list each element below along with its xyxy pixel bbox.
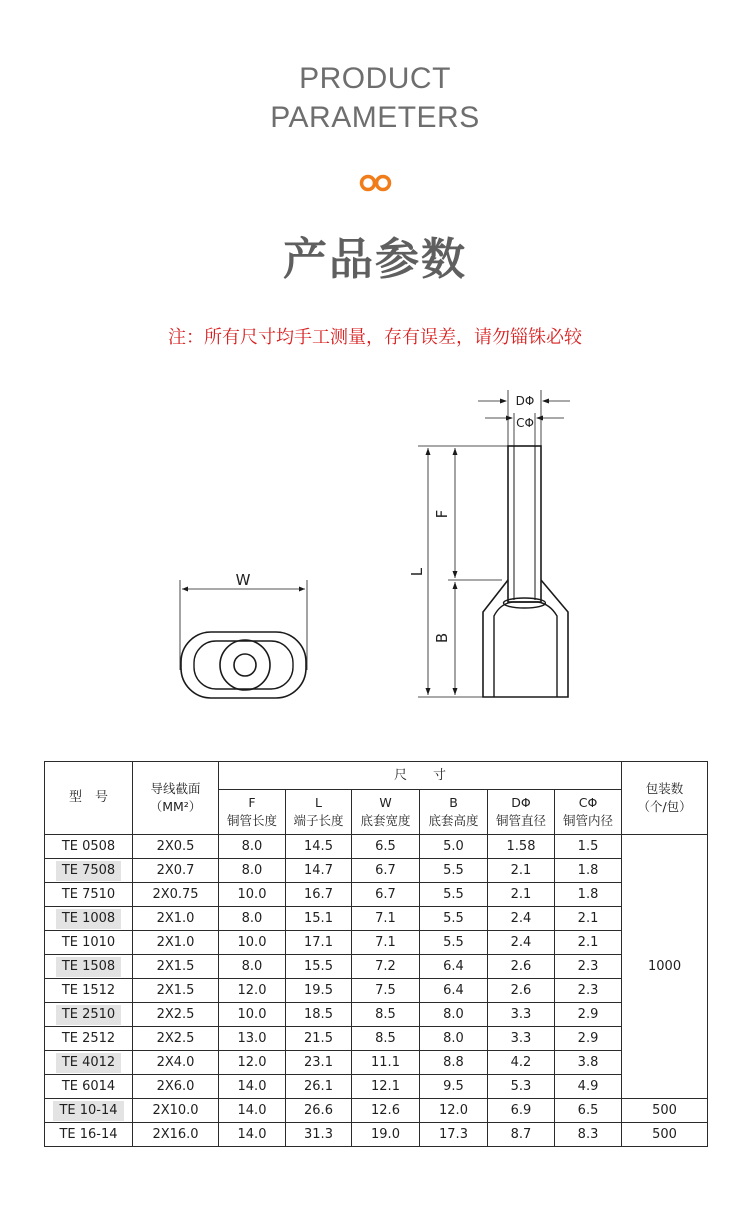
cell-c: 1.8: [555, 859, 622, 883]
subheader-name: 端子长度: [293, 813, 344, 828]
pack-count: 500: [622, 1123, 708, 1147]
model-cell: [45, 907, 133, 931]
model-cell: [45, 1051, 133, 1075]
cell-l: 15.1: [286, 907, 352, 931]
table-row: [45, 1123, 708, 1147]
cell-b: 5.5: [420, 907, 488, 931]
cell-b: 8.0: [420, 1003, 488, 1027]
label-l: L: [408, 567, 426, 577]
cell-w: 12.1: [352, 1075, 420, 1099]
side-view: [418, 390, 570, 697]
cell-c: 8.3: [555, 1123, 622, 1147]
cell-f: 12.0: [219, 1051, 286, 1075]
cell-wire: 2X1.0: [133, 931, 219, 955]
header-wire-section: [133, 762, 219, 835]
table-row: [45, 907, 708, 931]
cell-d: 2.1: [488, 859, 555, 883]
cell-c: 2.1: [555, 907, 622, 931]
model-label: TE 2512: [61, 1030, 116, 1046]
label-d: DΦ: [515, 394, 535, 408]
cell-wire: 2X2.5: [133, 1003, 219, 1027]
table-row: [45, 979, 708, 1003]
subheader-0: [219, 790, 286, 835]
subheader-3: [420, 790, 488, 835]
cell-d: 3.3: [488, 1003, 555, 1027]
model-cell: [45, 955, 133, 979]
cell-w: 6.5: [352, 835, 420, 859]
table-row: [45, 1027, 708, 1051]
cell-d: 1.58: [488, 835, 555, 859]
cell-wire: 2X6.0: [133, 1075, 219, 1099]
label-f: F: [433, 509, 451, 519]
model-label: TE 0508: [61, 838, 116, 854]
model-cell: [45, 1123, 133, 1147]
header-pack-line2: （个/包）: [637, 799, 692, 814]
cell-w: 7.1: [352, 907, 420, 931]
cell-w: 7.1: [352, 931, 420, 955]
subheader-code: CΦ: [578, 795, 598, 810]
cell-b: 6.4: [420, 979, 488, 1003]
cell-l: 15.5: [286, 955, 352, 979]
subheader-code: W: [379, 795, 392, 810]
cell-f: 8.0: [219, 859, 286, 883]
subheader-code: L: [315, 795, 322, 810]
cell-b: 9.5: [420, 1075, 488, 1099]
cell-w: 12.6: [352, 1099, 420, 1123]
cell-l: 16.7: [286, 883, 352, 907]
cell-l: 26.6: [286, 1099, 352, 1123]
subheader-1: [286, 790, 352, 835]
cell-wire: 2X2.5: [133, 1027, 219, 1051]
cell-f: 8.0: [219, 907, 286, 931]
cell-b: 8.8: [420, 1051, 488, 1075]
cell-w: 8.5: [352, 1027, 420, 1051]
cell-l: 31.3: [286, 1123, 352, 1147]
model-cell: [45, 835, 133, 859]
cell-wire: 2X0.75: [133, 883, 219, 907]
cell-c: 2.9: [555, 1003, 622, 1027]
model-label: TE 1508: [56, 957, 121, 977]
cell-w: 6.7: [352, 859, 420, 883]
table-row: [45, 931, 708, 955]
header-wire-line1: 导线截面: [150, 781, 201, 796]
cell-wire: 2X1.5: [133, 955, 219, 979]
cell-f: 10.0: [219, 931, 286, 955]
cell-d: 2.4: [488, 931, 555, 955]
cell-c: 2.9: [555, 1027, 622, 1051]
cell-b: 12.0: [420, 1099, 488, 1123]
title-en-line1: PRODUCT: [299, 62, 451, 95]
cell-d: 2.6: [488, 979, 555, 1003]
cell-d: 5.3: [488, 1075, 555, 1099]
model-cell: [45, 859, 133, 883]
table-row: [45, 1003, 708, 1027]
cell-c: 2.3: [555, 979, 622, 1003]
model-label: TE 7510: [61, 886, 116, 902]
subheader-name: 底套高度: [428, 813, 479, 828]
cell-b: 5.0: [420, 835, 488, 859]
cell-w: 6.7: [352, 883, 420, 907]
cell-f: 13.0: [219, 1027, 286, 1051]
cell-c: 4.9: [555, 1075, 622, 1099]
cell-d: 2.4: [488, 907, 555, 931]
cell-d: 2.6: [488, 955, 555, 979]
cell-f: 14.0: [219, 1075, 286, 1099]
cell-f: 8.0: [219, 835, 286, 859]
model-label: TE 10-14: [53, 1101, 123, 1121]
model-cell: [45, 1027, 133, 1051]
model-cell: [45, 1099, 133, 1123]
subheader-code: B: [449, 795, 458, 810]
subheader-4: [488, 790, 555, 835]
cell-b: 17.3: [420, 1123, 488, 1147]
subheader-name: 底套宽度: [360, 813, 411, 828]
table-row: [45, 859, 708, 883]
cell-d: 2.1: [488, 883, 555, 907]
model-label: TE 1512: [61, 982, 116, 998]
cell-c: 3.8: [555, 1051, 622, 1075]
cell-wire: 2X0.5: [133, 835, 219, 859]
model-label: TE 16-14: [59, 1126, 118, 1142]
subheader-name: 铜管内径: [563, 813, 614, 828]
spec-table: [44, 761, 708, 1147]
cell-b: 5.5: [420, 859, 488, 883]
table-row: [45, 835, 708, 859]
subheader-2: [352, 790, 420, 835]
pack-count-1000: 1000: [622, 835, 708, 1099]
cell-w: 7.5: [352, 979, 420, 1003]
top-view: [180, 580, 307, 698]
cell-d: 3.3: [488, 1027, 555, 1051]
subheader-code: DΦ: [511, 795, 531, 810]
cell-wire: 2X1.0: [133, 907, 219, 931]
cell-l: 14.5: [286, 835, 352, 859]
header-packing: [622, 762, 708, 835]
cell-b: 6.4: [420, 955, 488, 979]
cell-d: 6.9: [488, 1099, 555, 1123]
table-row: [45, 1051, 708, 1075]
cell-f: 14.0: [219, 1123, 286, 1147]
page-title: 产品参数: [283, 234, 467, 285]
model-cell: [45, 931, 133, 955]
model-cell: [45, 979, 133, 1003]
cell-w: 19.0: [352, 1123, 420, 1147]
cell-f: 14.0: [219, 1099, 286, 1123]
cell-l: 14.7: [286, 859, 352, 883]
cell-l: 21.5: [286, 1027, 352, 1051]
subheader-code: F: [248, 795, 256, 810]
cell-f: 12.0: [219, 979, 286, 1003]
cell-w: 8.5: [352, 1003, 420, 1027]
model-cell: [45, 1003, 133, 1027]
cell-l: 18.5: [286, 1003, 352, 1027]
model-label: TE 6014: [61, 1078, 116, 1094]
model-label: TE 2510: [56, 1005, 121, 1025]
header-model: 型 号: [45, 762, 133, 835]
subheader-name: 铜管直径: [495, 813, 546, 828]
table-row: [45, 955, 708, 979]
infinity-icon: [356, 173, 396, 193]
cell-d: 4.2: [488, 1051, 555, 1075]
model-label: TE 1010: [61, 934, 116, 950]
cell-w: 11.1: [352, 1051, 420, 1075]
header-pack-line1: 包装数: [645, 781, 684, 796]
header-wire-line2: （MM²）: [149, 799, 202, 814]
cell-l: 23.1: [286, 1051, 352, 1075]
cell-c: 6.5: [555, 1099, 622, 1123]
pack-count: 500: [622, 1099, 708, 1123]
cell-wire: 2X4.0: [133, 1051, 219, 1075]
table-row: [45, 1075, 708, 1099]
table-row: [45, 883, 708, 907]
label-w: W: [235, 571, 251, 589]
cell-b: 5.5: [420, 883, 488, 907]
cell-c: 1.8: [555, 883, 622, 907]
header-dimensions: 尺 寸: [219, 762, 622, 790]
subheader-5: [555, 790, 622, 835]
cell-b: 8.0: [420, 1027, 488, 1051]
terminal-diagram: [0, 380, 750, 720]
cell-l: 19.5: [286, 979, 352, 1003]
cell-wire: 2X1.5: [133, 979, 219, 1003]
cell-wire: 2X10.0: [133, 1099, 219, 1123]
cell-wire: 2X16.0: [133, 1123, 219, 1147]
label-b: B: [433, 632, 451, 644]
cell-c: 2.3: [555, 955, 622, 979]
label-c: CΦ: [516, 416, 534, 430]
model-cell: [45, 883, 133, 907]
cell-w: 7.2: [352, 955, 420, 979]
cell-f: 8.0: [219, 955, 286, 979]
cell-l: 17.1: [286, 931, 352, 955]
cell-l: 26.1: [286, 1075, 352, 1099]
subheader-name: 铜管长度: [226, 813, 277, 828]
table-row: [45, 1099, 708, 1123]
cell-b: 5.5: [420, 931, 488, 955]
title-en-line2: PARAMETERS: [270, 101, 480, 134]
measurement-note: 注：所有尺寸均手工测量，存有误差，请勿锱铢必较: [168, 327, 582, 348]
model-cell: [45, 1075, 133, 1099]
model-label: TE 7508: [56, 861, 121, 881]
cell-f: 10.0: [219, 883, 286, 907]
cell-c: 2.1: [555, 931, 622, 955]
cell-c: 1.5: [555, 835, 622, 859]
model-label: TE 4012: [56, 1053, 121, 1073]
cell-d: 8.7: [488, 1123, 555, 1147]
model-label: TE 1008: [56, 909, 121, 929]
cell-f: 10.0: [219, 1003, 286, 1027]
cell-wire: 2X0.7: [133, 859, 219, 883]
